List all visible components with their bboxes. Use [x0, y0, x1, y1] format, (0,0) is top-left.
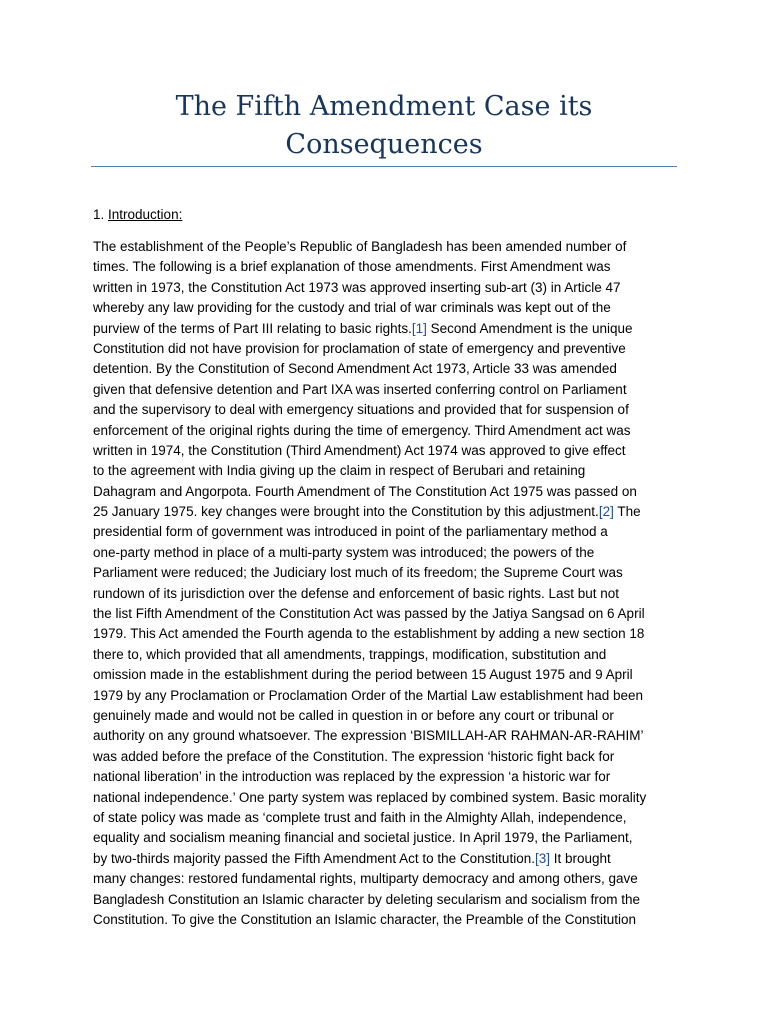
paragraph-line [93, 604, 677, 624]
paragraph-line [93, 788, 677, 808]
paragraph-line-text: Constitution. To give the Constitution an Islamic character, the Preamble of the Constitution [93, 911, 637, 927]
paragraph-line-text: genuinely made and would not be called in question in or before any court or tribunal or [93, 707, 614, 723]
paragraph-line [93, 706, 677, 726]
footnote-reference-link[interactable]: [3] [534, 850, 550, 866]
paragraph-line-text: purview of the terms of Part III relating to basic rights. [93, 320, 412, 336]
paragraph-line [93, 380, 677, 400]
paragraph-line-text-after-reference: It brought [549, 850, 611, 866]
section-heading [93, 205, 182, 225]
paragraph-line-text: whereby any law providing for the custody and trial of war criminals was kept out of the [93, 300, 611, 316]
paragraph-line [93, 298, 677, 318]
footnote-reference-link[interactable]: [1] [411, 320, 427, 336]
paragraph-line [93, 400, 677, 420]
paragraph-line-text: Constitution did not have provision for proclamation of state of emergency and preventive [93, 340, 626, 356]
paragraph-line [93, 869, 677, 889]
paragraph-line [93, 482, 677, 502]
paragraph-line [93, 359, 677, 379]
introduction-paragraph [93, 237, 677, 930]
paragraph-line [93, 563, 677, 583]
paragraph-line [93, 237, 677, 257]
paragraph-line-text: The establishment of the People’s Republic of Bangladesh has been amended number of [93, 239, 627, 254]
document-title [91, 88, 677, 164]
section-number: 1. [93, 207, 105, 222]
paragraph-line-text: written in 1973, the Constitution Act 1973 was approved inserting sub-art (3) in Article 47 [93, 279, 621, 295]
paragraph-line [93, 645, 677, 665]
paragraph-line [93, 543, 677, 563]
paragraph-line-text: 1979 by any Proclamation or Proclamation Order of the Martial Law establishment had been [93, 687, 644, 703]
section-heading-text: Introduction: [108, 207, 183, 222]
paragraph-line [93, 624, 677, 644]
paragraph-line [93, 421, 677, 441]
paragraph-line [93, 584, 677, 604]
paragraph-line-text: one-party method in place of a multi-party system was introduced; the powers of the [93, 544, 595, 560]
paragraph-line [93, 502, 677, 522]
paragraph-line-text: Dahagram and Angorpota. Fourth Amendment of The Constitution Act 1975 was passed on [93, 483, 637, 499]
paragraph-line [93, 461, 677, 481]
paragraph-line [93, 686, 677, 706]
footnote-reference-link[interactable]: [2] [598, 504, 614, 520]
paragraph-line-text: omission made in the establishment during the period between 15 August 1975 and 9 April [93, 667, 633, 683]
paragraph-line-text: was added before the preface of the Constitution. The expression ‘historic fight back for [93, 748, 615, 764]
paragraph-line-text: 1979. This Act amended the Fourth agenda to the establishment by adding a new section 18 [93, 626, 645, 642]
paragraph-line [93, 767, 677, 787]
paragraph-line-text: Bangladesh Constitution an Islamic character by deleting secularism and socialism from the [93, 891, 641, 907]
paragraph-line-text: enforcement of the original rights during the time of emergency. Third Amendment act was [93, 422, 631, 438]
paragraph-line-text: of state policy was made as ‘complete trust and faith in the Almighty Allah, independence, [93, 809, 627, 825]
paragraph-line-text: equality and socialism meaning financial and societal justice. In April 1979, the Parliament, [93, 830, 633, 846]
paragraph-line-text: given that defensive detention and Part IXA was inserted conferring control on Parliament [93, 381, 627, 397]
paragraph-line-text: the list Fifth Amendment of the Constitution Act was passed by the Jatiya Sangsad on 6 April [93, 606, 645, 622]
paragraph-line [93, 849, 677, 869]
paragraph-line-text: 25 January 1975. key changes were brought into the Constitution by this adjustment. [93, 504, 599, 520]
paragraph-line [93, 726, 677, 746]
paragraph-line [93, 665, 677, 685]
paragraph-line-text: national independence.’ One party system was replaced by combined system. Basic morality [93, 789, 647, 805]
title-line-2: Consequences [285, 129, 483, 160]
paragraph-line [93, 441, 677, 461]
paragraph-line-text: presidential form of government was introduced in point of the parliamentary method a [93, 524, 608, 540]
paragraph-line-text-after-reference: Second Amendment is the unique [426, 320, 633, 336]
paragraph-line [93, 828, 677, 848]
paragraph-line-text: times. The following is a brief explanation of those amendments. First Amendment was [93, 259, 611, 275]
title-line-1: The Fifth Amendment Case its [175, 91, 593, 122]
paragraph-line-text: written in 1974, the Constitution (Third Amendment) Act 1974 was approved to give effect [93, 442, 626, 458]
paragraph-line [93, 808, 677, 828]
paragraph-line-text: national liberation’ in the introduction was replaced by the expression ‘a historic war for [93, 769, 611, 785]
title-divider [91, 166, 677, 167]
paragraph-line-text: Parliament were reduced; the Judiciary lost much of its freedom; the Supreme Court was [93, 565, 623, 581]
paragraph-line [93, 319, 677, 339]
paragraph-line [93, 890, 677, 910]
paragraph-line-text: rundown of its jurisdiction over the defense and enforcement of basic rights. Last but not [93, 585, 620, 601]
paragraph-line-text: by two-thirds majority passed the Fifth Amendment Act to the Constitution. [93, 850, 535, 866]
paragraph-line [93, 257, 677, 277]
paragraph-line [93, 522, 677, 542]
paragraph-line-text: to the agreement with India giving up the claim in respect of Berubari and retaining [93, 463, 586, 479]
paragraph-line [93, 278, 677, 298]
paragraph-line-text: detention. By the Constitution of Second Amendment Act 1973, Article 33 was amended [93, 361, 617, 377]
paragraph-line [93, 747, 677, 767]
paragraph-line [93, 910, 677, 930]
paragraph-line-text: many changes: restored fundamental rights, multiparty democracy and among others, gave [93, 871, 638, 887]
paragraph-line-text: authority on any ground whatsoever. The expression ‘BISMILLAH-AR RAHMAN-AR-RAHIM’ [93, 728, 644, 744]
paragraph-line-text: and the supervisory to deal with emergency situations and provided that for suspension of [93, 402, 629, 418]
paragraph-line-text: there to, which provided that all amendments, trappings, modification, substitution and [93, 646, 607, 662]
paragraph-line-text-after-reference: The [613, 504, 641, 520]
paragraph-line [93, 339, 677, 359]
